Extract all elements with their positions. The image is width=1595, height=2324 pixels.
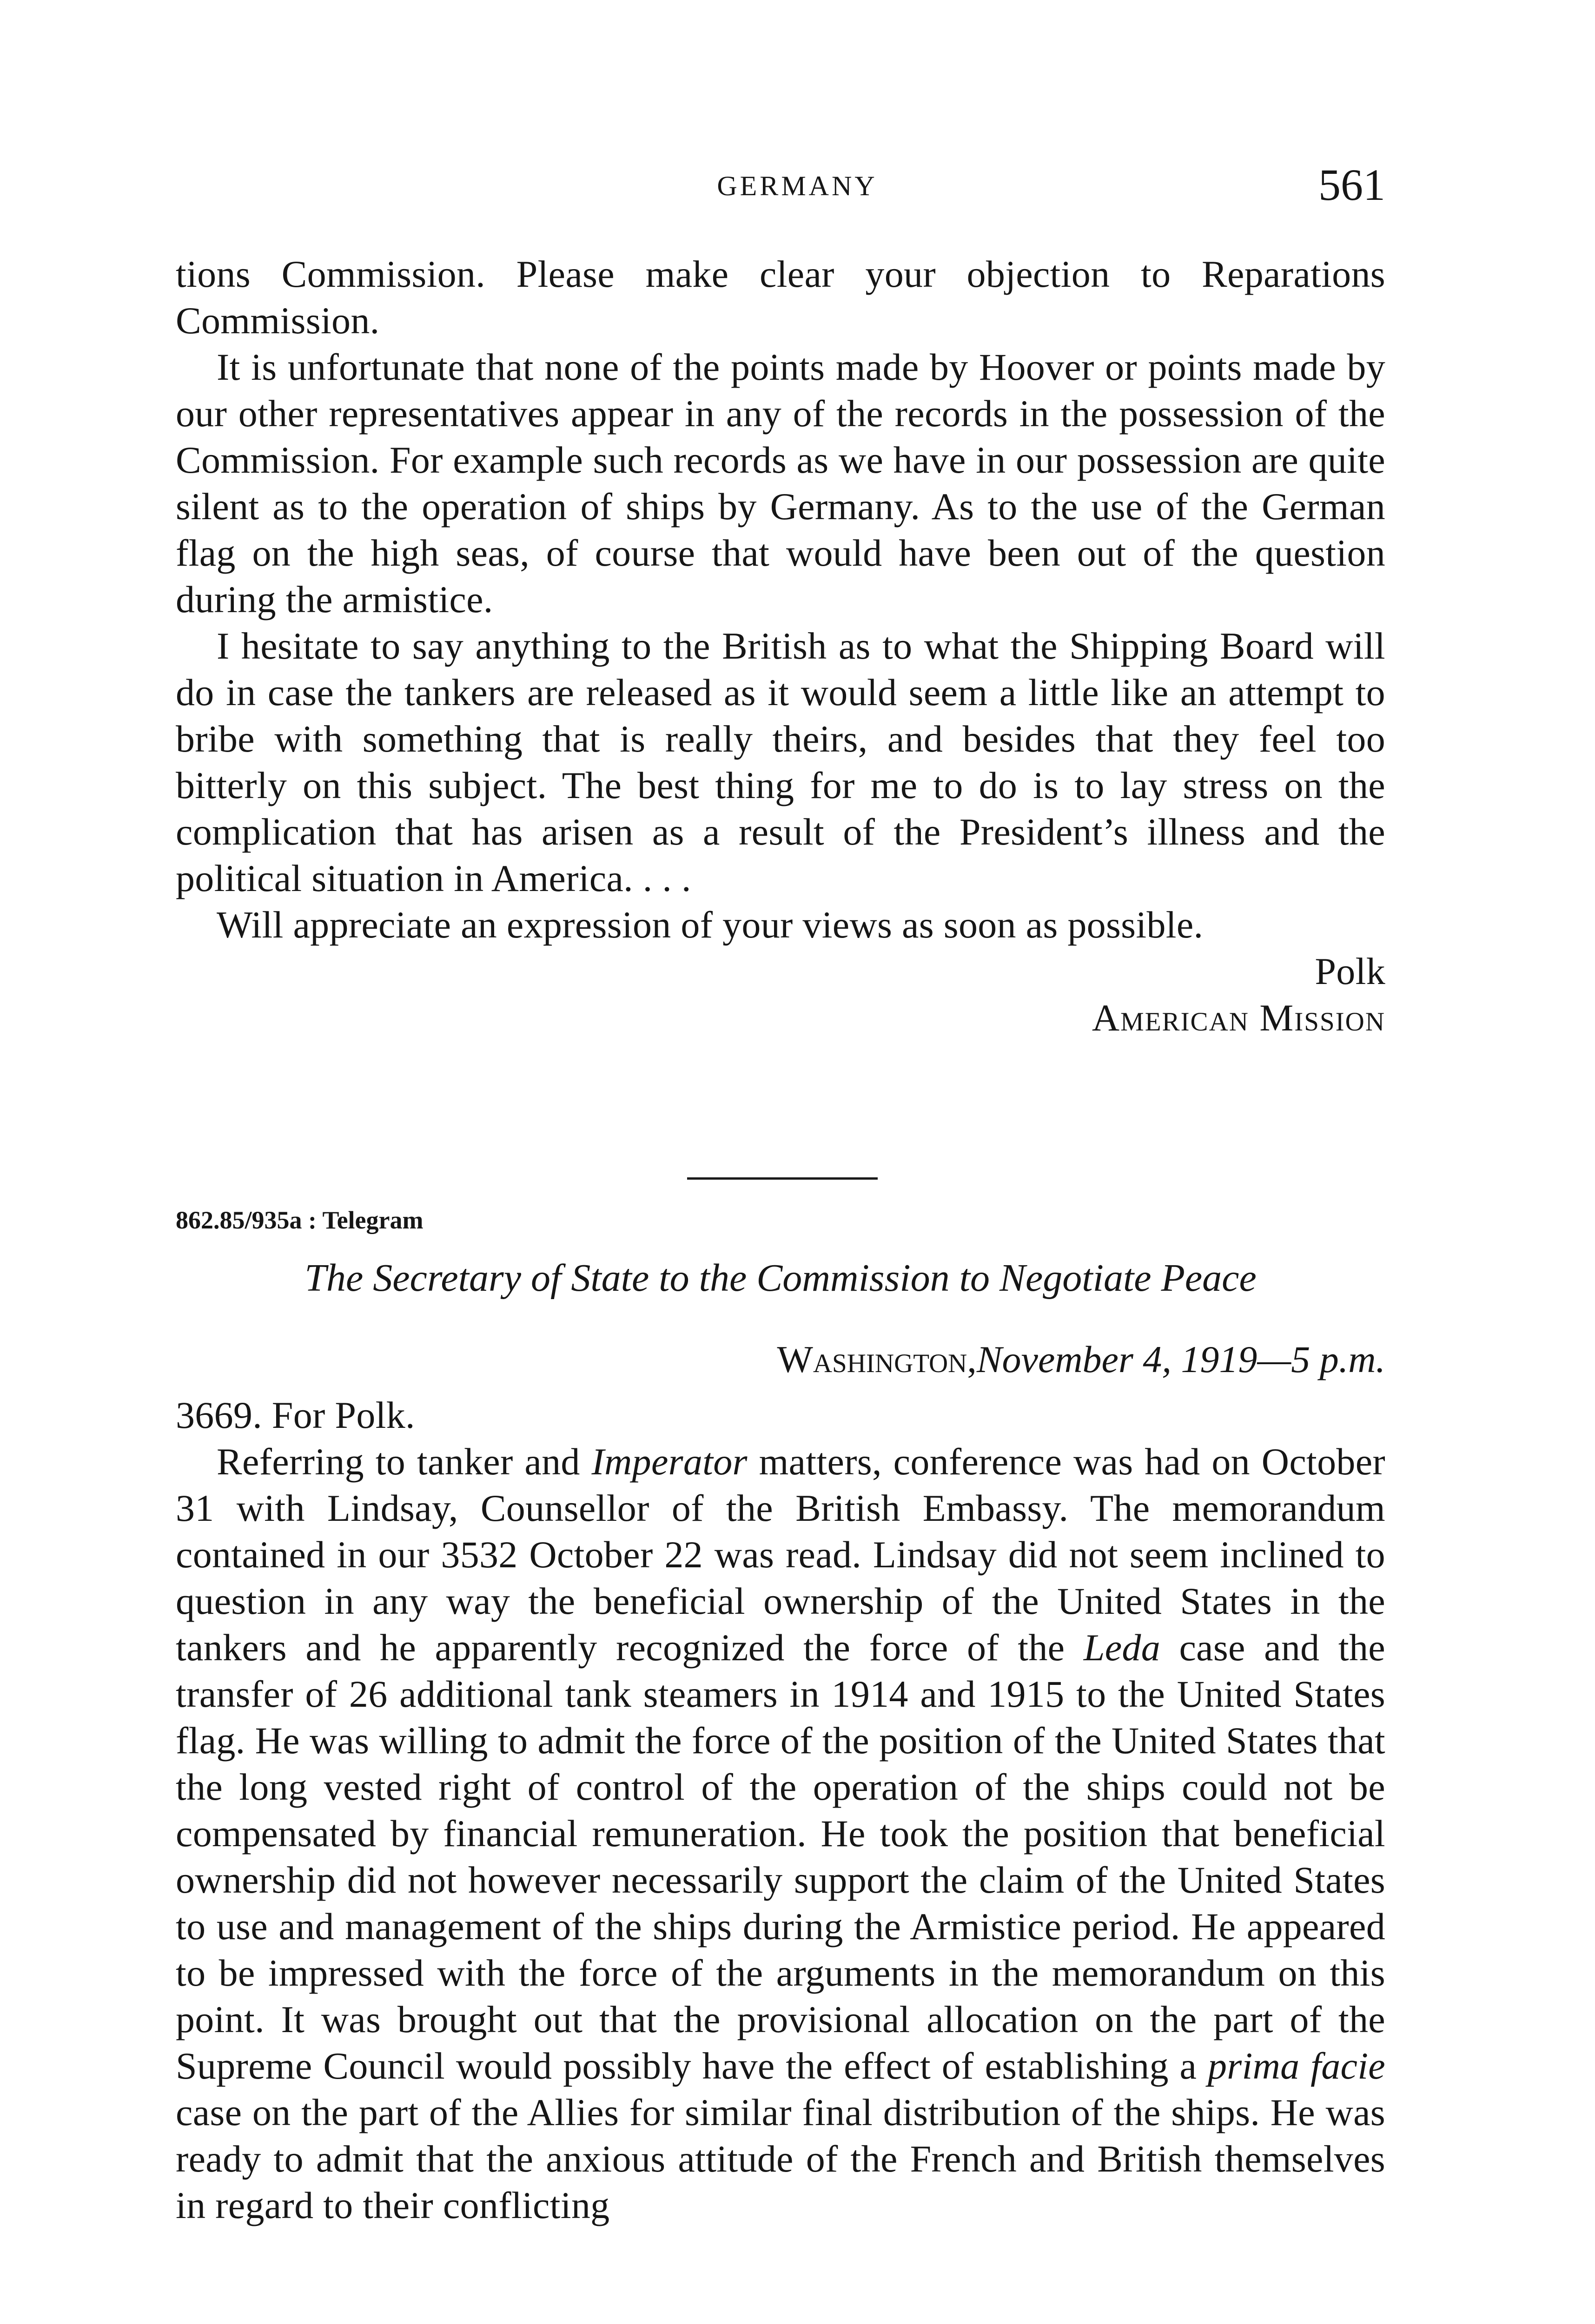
- signature-polk: Polk: [1315, 950, 1385, 992]
- body-text-3: case and the transfer of 26 additional tank steamers in 1914 and 1915 to the United States flag. He was willing to admit the force of the position of the United States that the long vested right of control of the operation of the ships could not be compensated by financial remuneration. He took the position that beneficial ownership did not however necessarily support the claim of the United States to use and management of the ships during the Armistice period. He appeared to be impressed with the force of the arguments in the memorandum on this point. It was brought out that the provisional allocation on the part of the Supreme Council would possibly have the effect of establishing a: [176, 1626, 1385, 2087]
- case-name-leda: Leda: [1083, 1626, 1161, 1669]
- page-number: 561: [1318, 160, 1385, 210]
- upper-text-block: [176, 251, 1385, 1041]
- document-heading: The Secretary of State to the Commission to Negotiate Peace: [304, 1256, 1257, 1300]
- document-file-number: 862.85/935a : Telegram: [176, 1206, 424, 1234]
- ship-name-imperator: Imperator: [591, 1440, 748, 1483]
- paragraph-continuation: tions Commission. Please make clear your objection to Reparations Commission.: [176, 253, 1385, 342]
- section-divider: [687, 1177, 878, 1180]
- telegram-text-block: [176, 1392, 1385, 2229]
- body-text-2: matters, conference was had on October 31 with Lindsay, Counsellor of the British Embassy. The memorandum contained in our 3532 October 22 was read. Lindsay did not seem inclined to question in any way the beneficial ownership of the United States in the tankers and he apparently recognized the force of the: [176, 1440, 1385, 1669]
- term-prima-facie: prima facie: [1207, 2045, 1385, 2087]
- signature-american-mission: American Mission: [1092, 997, 1385, 1039]
- dateline-place: Washington,: [777, 1338, 977, 1380]
- paragraph-british-shipping: I hesitate to say anything to the British as to what the Shipping Board will do in case the tankers are released as it would seem a little like an attempt to bribe with something that is really theirs, and besides that they feel too bitterly on this subject. The best thing for me to do is to lay stress on the complication that has arisen as a result of the President’s illness and the political situation in America. . . .: [176, 625, 1385, 899]
- paragraph-request-views: Will appreciate an expression of your views as soon as possible.: [217, 904, 1204, 946]
- running-head: GERMANY: [717, 171, 878, 201]
- body-text-1: Referring to tanker and: [217, 1440, 592, 1483]
- dateline-date: November 4, 1919—5 p.m.: [976, 1338, 1385, 1380]
- paragraph-hoover-points: It is unfortunate that none of the points made by Hoover or points made by our other representatives appear in any of the records in the possession of the Commission. For example such records as we have in our possession are quite silent as to the operation of ships by Germany. As to the use of the German flag on the high seas, of course that would have been out of the question during the armistice.: [176, 346, 1385, 621]
- dateline: [777, 1336, 1386, 1383]
- paragraph-tanker-imperator: [176, 1439, 1385, 2229]
- telegram-number-line: 3669. For Polk.: [176, 1394, 415, 1436]
- body-text-4: case on the part of the Allies for similar final distribution of the ships. He was ready to admit that the anxious attitude of the French and British themselves in regard to their conflicting: [176, 2091, 1385, 2226]
